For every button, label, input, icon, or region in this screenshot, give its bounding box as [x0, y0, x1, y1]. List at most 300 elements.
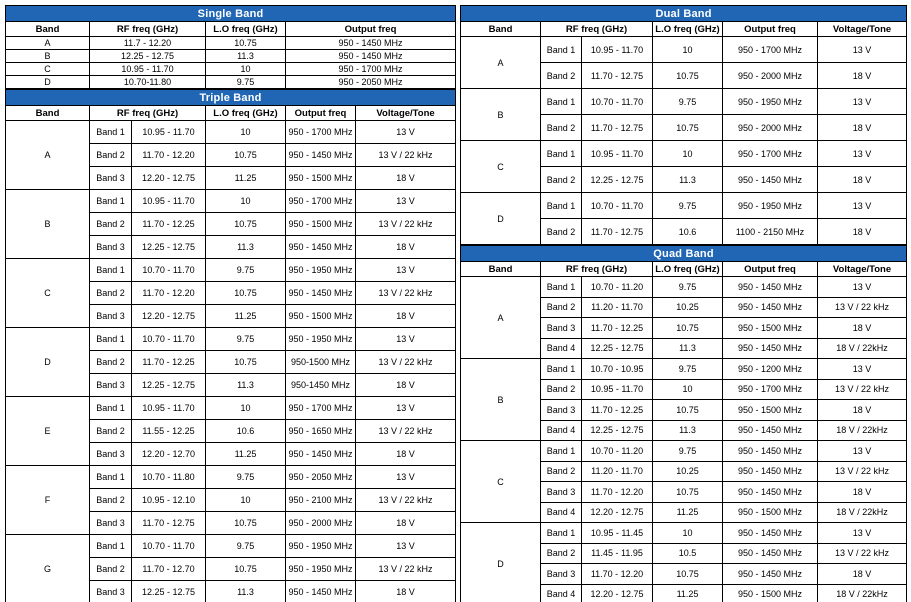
output-freq-cell: 950 - 1650 MHz: [286, 420, 356, 443]
sub-band-cell: Band 2: [541, 379, 582, 400]
sub-band-cell: Band 1: [90, 535, 132, 558]
output-freq-cell: 950 - 1700 MHz: [286, 190, 356, 213]
lo-freq-cell: 9.75: [206, 259, 286, 282]
column-header-row: [461, 262, 907, 277]
sub-band-cell: Band 3: [541, 400, 582, 421]
sub-band-cell: Band 1: [90, 190, 132, 213]
output-freq-cell: 950 - 1700 MHz: [723, 379, 818, 400]
voltage-tone-cell: 18 V: [818, 400, 907, 421]
sub-band-cell: Band 2: [90, 489, 132, 512]
lo-freq-cell: 10: [653, 379, 723, 400]
rf-freq-cell: 12.25 - 12.75: [582, 338, 653, 359]
lo-freq-cell: 10.75: [206, 37, 286, 50]
column-header-row: [6, 22, 456, 37]
table-row: [461, 141, 907, 167]
rf-freq-cell: 12.25 - 12.75: [90, 50, 206, 63]
single-band-title-row: [6, 6, 456, 22]
voltage-tone-cell: 18 V: [818, 482, 907, 503]
band-letter-cell: A: [6, 121, 90, 190]
voltage-tone-cell: 13 V: [356, 535, 456, 558]
band-letter-cell: D: [6, 328, 90, 397]
right-column: [460, 5, 906, 602]
output-freq-cell: 950 - 1450 MHz: [723, 338, 818, 359]
col-header-voltage-tone: Voltage/Tone: [818, 262, 907, 277]
sub-band-cell: Band 1: [541, 141, 582, 167]
rf-freq-cell: 10.95 - 11.45: [582, 523, 653, 544]
output-freq-cell: 950 - 1500 MHz: [286, 213, 356, 236]
output-freq-cell: 950 - 1500 MHz: [723, 400, 818, 421]
voltage-tone-cell: 13 V / 22 kHz: [356, 144, 456, 167]
voltage-tone-cell: 13 V: [818, 141, 907, 167]
lo-freq-cell: 10: [653, 523, 723, 544]
output-freq-cell: 950 - 1950 MHz: [286, 558, 356, 581]
sub-band-cell: Band 2: [541, 115, 582, 141]
lo-freq-cell: 10: [206, 397, 286, 420]
table-row: [6, 50, 456, 63]
output-freq-cell: 950 - 1450 MHz: [723, 564, 818, 585]
dual-band-table: [460, 5, 907, 245]
sub-band-cell: Band 1: [541, 193, 582, 219]
rf-freq-cell: 11.70 - 12.25: [132, 351, 206, 374]
lo-freq-cell: 10.75: [653, 482, 723, 503]
voltage-tone-cell: 13 V / 22 kHz: [356, 213, 456, 236]
sub-band-cell: Band 3: [90, 512, 132, 535]
table-title: Dual Band: [461, 6, 907, 22]
rf-freq-cell: 11.70 - 12.75: [132, 512, 206, 535]
lo-freq-cell: 10.75: [206, 512, 286, 535]
rf-freq-cell: 10.95 - 11.70: [582, 379, 653, 400]
output-freq-cell: 950 - 1500 MHz: [286, 305, 356, 328]
lo-freq-cell: 11.25: [206, 305, 286, 328]
rf-freq-cell: 10.70 - 11.70: [132, 259, 206, 282]
lo-freq-cell: 11.3: [653, 338, 723, 359]
sub-band-cell: Band 2: [90, 282, 132, 305]
col-header-lo-freq: L.O freq (GHz): [653, 262, 723, 277]
voltage-tone-cell: 18 V: [818, 63, 907, 89]
sub-band-cell: Band 2: [90, 144, 132, 167]
voltage-tone-cell: 13 V / 22 kHz: [356, 489, 456, 512]
output-freq-cell: 950 - 1700 MHz: [286, 121, 356, 144]
table-title: Quad Band: [461, 246, 907, 262]
left-column: [5, 5, 455, 602]
output-freq-cell: 950 - 1450 MHz: [723, 523, 818, 544]
output-freq-cell: 950 - 1450 MHz: [286, 144, 356, 167]
rf-freq-cell: 12.25 - 12.75: [582, 420, 653, 441]
voltage-tone-cell: 13 V / 22 kHz: [356, 351, 456, 374]
sub-band-cell: Band 1: [541, 89, 582, 115]
rf-freq-cell: 11.7 - 12.20: [90, 37, 206, 50]
col-header-output-freq: Output freq: [286, 22, 456, 37]
output-freq-cell: 950 - 2000 MHz: [286, 512, 356, 535]
lo-freq-cell: 10.75: [653, 564, 723, 585]
rf-freq-cell: 10.70 - 10.95: [582, 359, 653, 380]
output-freq-cell: 950 - 1700 MHz: [723, 37, 818, 63]
lo-freq-cell: 11.3: [206, 581, 286, 602]
sub-band-cell: Band 2: [541, 167, 582, 193]
table-row: [461, 359, 907, 380]
sub-band-cell: Band 1: [541, 359, 582, 380]
output-freq-cell: 950 - 1450 MHz: [286, 50, 456, 63]
voltage-tone-cell: 18 V / 22kHz: [818, 584, 907, 602]
table-row: [461, 37, 907, 63]
band-letter-cell: C: [461, 141, 541, 193]
rf-freq-cell: 11.70 - 12.75: [582, 63, 653, 89]
lo-freq-cell: 10.75: [653, 400, 723, 421]
output-freq-cell: 950 - 1950 MHz: [286, 328, 356, 351]
lo-freq-cell: 10: [206, 121, 286, 144]
quad-band-title-row: [461, 246, 907, 262]
rf-freq-cell: 10.95 - 11.70: [582, 37, 653, 63]
lo-freq-cell: 10.75: [653, 318, 723, 339]
sub-band-cell: Band 4: [541, 584, 582, 602]
output-freq-cell: 950 - 1450 MHz: [286, 443, 356, 466]
output-freq-cell: 950 - 1450 MHz: [723, 461, 818, 482]
col-header-rf-freq: RF freq (GHz): [541, 22, 653, 37]
lo-freq-cell: 10.75: [653, 63, 723, 89]
rf-freq-cell: 10.95 - 11.70: [582, 141, 653, 167]
lo-freq-cell: 9.75: [653, 359, 723, 380]
output-freq-cell: 950-1500 MHz: [286, 351, 356, 374]
voltage-tone-cell: 13 V / 22 kHz: [356, 558, 456, 581]
output-freq-cell: 950 - 1700 MHz: [286, 63, 456, 76]
sub-band-cell: Band 3: [90, 236, 132, 259]
lo-freq-cell: 11.25: [206, 167, 286, 190]
voltage-tone-cell: 13 V / 22 kHz: [356, 282, 456, 305]
voltage-tone-cell: 13 V / 22 kHz: [818, 379, 907, 400]
triple-band-title-row: [6, 90, 456, 106]
output-freq-cell: 950 - 1700 MHz: [286, 397, 356, 420]
voltage-tone-cell: 13 V: [818, 37, 907, 63]
band-letter-cell: E: [6, 397, 90, 466]
rf-freq-cell: 12.25 - 12.75: [132, 236, 206, 259]
sub-band-cell: Band 1: [541, 523, 582, 544]
output-freq-cell: 950 - 2000 MHz: [723, 63, 818, 89]
col-header-band: Band: [6, 106, 90, 121]
voltage-tone-cell: 13 V: [818, 523, 907, 544]
output-freq-cell: 950 - 1950 MHz: [286, 535, 356, 558]
table-row: [461, 441, 907, 462]
voltage-tone-cell: 13 V: [818, 193, 907, 219]
rf-freq-cell: 11.70 - 12.20: [582, 482, 653, 503]
column-header-row: [6, 106, 456, 121]
col-header-band: Band: [461, 22, 541, 37]
voltage-tone-cell: 13 V: [356, 190, 456, 213]
output-freq-cell: 950 - 1700 MHz: [723, 141, 818, 167]
rf-freq-cell: 11.70 - 12.25: [582, 318, 653, 339]
table-row: [6, 37, 456, 50]
band-letter-cell: D: [6, 76, 90, 89]
lo-freq-cell: 10.75: [653, 115, 723, 141]
lo-freq-cell: 11.3: [653, 420, 723, 441]
sub-band-cell: Band 2: [90, 351, 132, 374]
col-header-lo-freq: L.O freq (GHz): [653, 22, 723, 37]
rf-freq-cell: 11.70 - 12.70: [132, 558, 206, 581]
rf-freq-cell: 10.95 - 11.70: [90, 63, 206, 76]
voltage-tone-cell: 18 V: [356, 236, 456, 259]
lo-freq-cell: 10.75: [206, 351, 286, 374]
output-freq-cell: 950 - 1450 MHz: [723, 482, 818, 503]
output-freq-cell: 950 - 2100 MHz: [286, 489, 356, 512]
lo-freq-cell: 9.75: [206, 535, 286, 558]
output-freq-cell: 950 - 1950 MHz: [723, 193, 818, 219]
lo-freq-cell: 10: [653, 37, 723, 63]
rf-freq-cell: 12.25 - 12.75: [132, 374, 206, 397]
lo-freq-cell: 9.75: [206, 466, 286, 489]
voltage-tone-cell: 13 V / 22 kHz: [818, 543, 907, 564]
rf-freq-cell: 12.20 - 12.75: [132, 167, 206, 190]
voltage-tone-cell: 13 V: [356, 121, 456, 144]
band-letter-cell: A: [6, 37, 90, 50]
rf-freq-cell: 11.70 - 12.25: [132, 213, 206, 236]
table-title: Triple Band: [6, 90, 456, 106]
output-freq-cell: 950 - 1500 MHz: [723, 318, 818, 339]
col-header-rf-freq: RF freq (GHz): [90, 22, 206, 37]
col-header-band: Band: [461, 262, 541, 277]
output-freq-cell: 950 - 1450 MHz: [723, 167, 818, 193]
sub-band-cell: Band 4: [541, 420, 582, 441]
table-row: [6, 397, 456, 420]
voltage-tone-cell: 18 V: [818, 219, 907, 245]
lo-freq-cell: 10.6: [206, 420, 286, 443]
col-header-output-freq: Output freq: [723, 262, 818, 277]
sub-band-cell: Band 3: [541, 318, 582, 339]
rf-freq-cell: 10.70-11.80: [90, 76, 206, 89]
output-freq-cell: 950 - 1450 MHz: [286, 37, 456, 50]
sub-band-cell: Band 2: [541, 219, 582, 245]
sub-band-cell: Band 4: [541, 338, 582, 359]
output-freq-cell: 950 - 2050 MHz: [286, 466, 356, 489]
lo-freq-cell: 10.6: [653, 219, 723, 245]
voltage-tone-cell: 13 V: [818, 89, 907, 115]
rf-freq-cell: 12.25 - 12.75: [132, 581, 206, 602]
band-letter-cell: C: [461, 441, 541, 523]
table-row: [461, 89, 907, 115]
col-header-voltage-tone: Voltage/Tone: [356, 106, 456, 121]
rf-freq-cell: 10.70 - 11.20: [582, 277, 653, 298]
output-freq-cell: 950 - 1500 MHz: [286, 167, 356, 190]
table-row: [6, 328, 456, 351]
voltage-tone-cell: 18 V: [818, 167, 907, 193]
voltage-tone-cell: 18 V: [356, 581, 456, 602]
band-letter-cell: D: [461, 523, 541, 602]
output-freq-cell: 950 - 1950 MHz: [286, 259, 356, 282]
sub-band-cell: Band 4: [541, 502, 582, 523]
lo-freq-cell: 10.5: [653, 543, 723, 564]
band-letter-cell: B: [461, 89, 541, 141]
triple-band-table: [5, 89, 456, 602]
rf-freq-cell: 10.70 - 11.70: [132, 328, 206, 351]
rf-freq-cell: 12.20 - 12.75: [132, 305, 206, 328]
output-freq-cell: 950-1450 MHz: [286, 374, 356, 397]
dual-band-title-row: [461, 6, 907, 22]
lo-freq-cell: 9.75: [653, 193, 723, 219]
rf-freq-cell: 12.20 - 12.75: [582, 502, 653, 523]
col-header-voltage-tone: Voltage/Tone: [818, 22, 907, 37]
lo-freq-cell: 9.75: [653, 277, 723, 298]
band-letter-cell: A: [461, 37, 541, 89]
output-freq-cell: 950 - 1200 MHz: [723, 359, 818, 380]
sub-band-cell: Band 3: [541, 482, 582, 503]
voltage-tone-cell: 18 V / 22kHz: [818, 420, 907, 441]
col-header-lo-freq: L.O freq (GHz): [206, 106, 286, 121]
voltage-tone-cell: 13 V / 22 kHz: [356, 420, 456, 443]
rf-freq-cell: 12.25 - 12.75: [582, 167, 653, 193]
voltage-tone-cell: 18 V: [356, 374, 456, 397]
lo-freq-cell: 10.75: [206, 558, 286, 581]
lo-freq-cell: 10.25: [653, 461, 723, 482]
output-freq-cell: 950 - 1450 MHz: [723, 277, 818, 298]
sub-band-cell: Band 3: [90, 374, 132, 397]
lo-freq-cell: 11.3: [206, 236, 286, 259]
sub-band-cell: Band 1: [90, 121, 132, 144]
rf-freq-cell: 11.20 - 11.70: [582, 297, 653, 318]
output-freq-cell: 950 - 1500 MHz: [723, 502, 818, 523]
table-row: [6, 466, 456, 489]
voltage-tone-cell: 13 V: [356, 259, 456, 282]
band-letter-cell: F: [6, 466, 90, 535]
lo-freq-cell: 9.75: [653, 441, 723, 462]
voltage-tone-cell: 13 V: [818, 277, 907, 298]
output-freq-cell: 950 - 1500 MHz: [723, 584, 818, 602]
lo-freq-cell: 9.75: [206, 76, 286, 89]
table-row: [6, 535, 456, 558]
sub-band-cell: Band 1: [541, 277, 582, 298]
rf-freq-cell: 10.95 - 11.70: [132, 121, 206, 144]
sub-band-cell: Band 2: [90, 558, 132, 581]
table-title: Single Band: [6, 6, 456, 22]
sub-band-cell: Band 1: [90, 397, 132, 420]
rf-freq-cell: 10.95 - 12.10: [132, 489, 206, 512]
sub-band-cell: Band 3: [90, 305, 132, 328]
column-header-row: [461, 22, 907, 37]
rf-freq-cell: 10.95 - 11.70: [132, 190, 206, 213]
rf-freq-cell: 10.95 - 11.70: [132, 397, 206, 420]
output-freq-cell: 950 - 1450 MHz: [723, 297, 818, 318]
lo-freq-cell: 11.25: [653, 584, 723, 602]
band-letter-cell: B: [6, 190, 90, 259]
output-freq-cell: 1100 - 2150 MHz: [723, 219, 818, 245]
band-letter-cell: C: [6, 63, 90, 76]
band-letter-cell: D: [461, 193, 541, 245]
voltage-tone-cell: 13 V / 22 kHz: [818, 297, 907, 318]
sub-band-cell: Band 2: [541, 543, 582, 564]
rf-freq-cell: 10.70 - 11.70: [582, 193, 653, 219]
voltage-tone-cell: 18 V: [818, 115, 907, 141]
lo-freq-cell: 11.3: [653, 167, 723, 193]
single-band-table: [5, 5, 456, 89]
voltage-tone-cell: 18 V / 22kHz: [818, 502, 907, 523]
voltage-tone-cell: 18 V / 22kHz: [818, 338, 907, 359]
sub-band-cell: Band 1: [90, 259, 132, 282]
voltage-tone-cell: 13 V: [818, 359, 907, 380]
output-freq-cell: 950 - 2050 MHz: [286, 76, 456, 89]
sub-band-cell: Band 3: [90, 443, 132, 466]
band-letter-cell: A: [461, 277, 541, 359]
table-row: [461, 277, 907, 298]
rf-freq-cell: 11.70 - 12.25: [582, 400, 653, 421]
table-row: [6, 259, 456, 282]
sub-band-cell: Band 2: [541, 461, 582, 482]
lo-freq-cell: 10: [206, 190, 286, 213]
sub-band-cell: Band 1: [541, 37, 582, 63]
output-freq-cell: 950 - 1450 MHz: [286, 236, 356, 259]
lo-freq-cell: 9.75: [653, 89, 723, 115]
sub-band-cell: Band 1: [90, 328, 132, 351]
lo-freq-cell: 10.75: [206, 144, 286, 167]
voltage-tone-cell: 18 V: [356, 512, 456, 535]
sub-band-cell: Band 2: [90, 420, 132, 443]
voltage-tone-cell: 13 V: [356, 397, 456, 420]
lo-freq-cell: 10: [653, 141, 723, 167]
rf-freq-cell: 10.70 - 11.70: [582, 89, 653, 115]
output-freq-cell: 950 - 1450 MHz: [723, 543, 818, 564]
rf-freq-cell: 11.70 - 12.20: [132, 144, 206, 167]
rf-freq-cell: 11.20 - 11.70: [582, 461, 653, 482]
col-header-lo-freq: L.O freq (GHz): [206, 22, 286, 37]
rf-freq-cell: 11.45 - 11.95: [582, 543, 653, 564]
rf-freq-cell: 11.70 - 12.75: [582, 219, 653, 245]
sub-band-cell: Band 3: [541, 564, 582, 585]
output-freq-cell: 950 - 1450 MHz: [286, 581, 356, 602]
band-letter-cell: G: [6, 535, 90, 602]
col-header-output-freq: Output freq: [286, 106, 356, 121]
voltage-tone-cell: 13 V / 22 kHz: [818, 461, 907, 482]
output-freq-cell: 950 - 1450 MHz: [723, 441, 818, 462]
lo-freq-cell: 10.75: [206, 213, 286, 236]
voltage-tone-cell: 18 V: [818, 318, 907, 339]
lo-freq-cell: 11.3: [206, 50, 286, 63]
lo-freq-cell: 11.25: [653, 502, 723, 523]
table-row: [6, 76, 456, 89]
lo-freq-cell: 11.25: [206, 443, 286, 466]
lo-freq-cell: 10: [206, 63, 286, 76]
voltage-tone-cell: 18 V: [356, 443, 456, 466]
rf-freq-cell: 11.70 - 12.75: [582, 115, 653, 141]
output-freq-cell: 950 - 1450 MHz: [286, 282, 356, 305]
table-row: [461, 193, 907, 219]
col-header-band: Band: [6, 22, 90, 37]
rf-freq-cell: 11.55 - 12.25: [132, 420, 206, 443]
output-freq-cell: 950 - 2000 MHz: [723, 115, 818, 141]
col-header-rf-freq: RF freq (GHz): [541, 262, 653, 277]
quad-band-table: [460, 245, 907, 602]
voltage-tone-cell: 13 V: [356, 466, 456, 489]
rf-freq-cell: 11.70 - 12.20: [582, 564, 653, 585]
rf-freq-cell: 10.70 - 11.70: [132, 535, 206, 558]
col-header-output-freq: Output freq: [723, 22, 818, 37]
sub-band-cell: Band 3: [90, 581, 132, 602]
rf-freq-cell: 10.70 - 11.80: [132, 466, 206, 489]
table-row: [461, 523, 907, 544]
sub-band-cell: Band 3: [90, 167, 132, 190]
sub-band-cell: Band 2: [541, 297, 582, 318]
table-row: [6, 121, 456, 144]
output-freq-cell: 950 - 1450 MHz: [723, 420, 818, 441]
lo-freq-cell: 9.75: [206, 328, 286, 351]
lo-freq-cell: 10.75: [206, 282, 286, 305]
band-letter-cell: B: [6, 50, 90, 63]
band-letter-cell: B: [461, 359, 541, 441]
rf-freq-cell: 10.70 - 11.20: [582, 441, 653, 462]
col-header-rf-freq: RF freq (GHz): [90, 106, 206, 121]
voltage-tone-cell: 18 V: [818, 564, 907, 585]
band-letter-cell: C: [6, 259, 90, 328]
rf-freq-cell: 12.20 - 12.70: [132, 443, 206, 466]
sub-band-cell: Band 1: [541, 441, 582, 462]
lo-freq-cell: 10: [206, 489, 286, 512]
table-row: [6, 190, 456, 213]
table-row: [6, 63, 456, 76]
